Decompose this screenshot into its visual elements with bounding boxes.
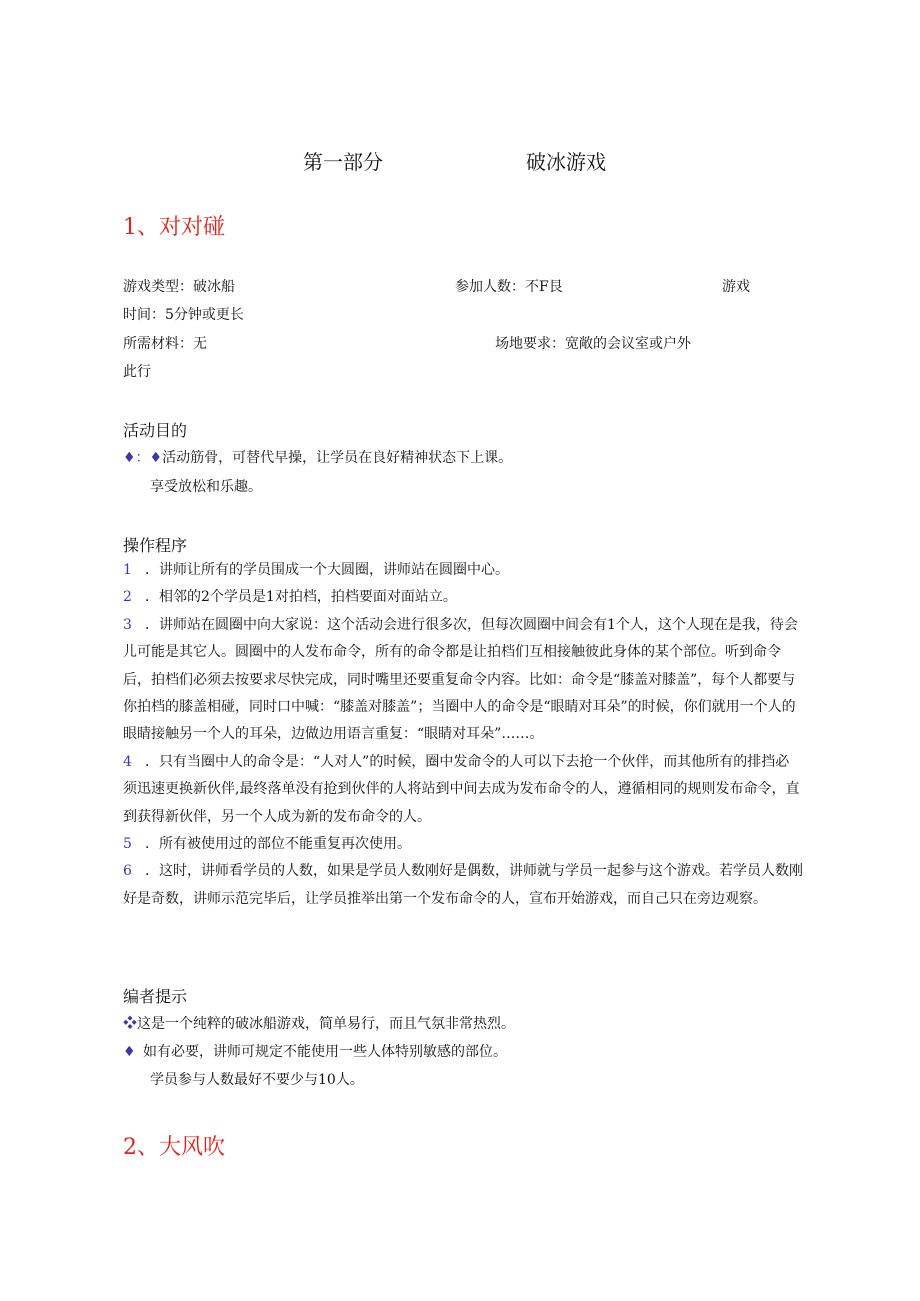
materials: 所需材料：无 <box>123 336 207 352</box>
game-time: 时间：5分钟或更长 <box>123 307 244 323</box>
procedure-step <box>123 557 803 584</box>
procedure-step <box>123 612 803 749</box>
purpose-item-2: 享受放松和乐趣。 <box>150 479 262 495</box>
step-number: 4 <box>123 753 132 770</box>
step-number: 1 <box>123 562 132 578</box>
diamond-bullet-icon: ❖ <box>123 1016 137 1032</box>
section-title-1: 1、对对碰 <box>123 215 225 240</box>
step-number: 2 <box>123 589 132 606</box>
procedure-step <box>123 831 803 858</box>
diamond-bullet-icon: ♦：♦ <box>123 450 163 466</box>
game-type: 游戏类型：破冰船 <box>123 279 235 295</box>
step-text: ．讲师站在圆圈中向大家说：这个活动会进行很多次，但每次圆圈中间会有1个人，这个人现在是我，待会儿可能是其它人。圆圈中的人发布命令，所有的命令都是让拍档们互相接触彼此身体的某个部位。听到命令后，拍档们必须去按要求尽快完成，同时嘴里还要重复命令内容。比如：命令是“膝盖对膝盖”，每个人都要与你拍档的膝盖相碰，同时口中喊：“膝盖对膝盖”；当圈中人的命令是“眼睛对耳朵”的时候，你们就用一个人的眼睛接触另一个人的耳朵，边做边用语言重复：“眼睛对耳朵”……。 <box>123 616 798 743</box>
participant-count: 参加人数：不F艮 <box>455 279 563 295</box>
part-label: 第一部分 <box>303 150 383 174</box>
step-text: ．讲师让所有的学员围成一个大圆圈，讲师站在圆圈中心。 <box>145 562 509 578</box>
game-time-prefix: 游戏 <box>722 279 750 295</box>
step-text: ．只有当圈中人的命令是：“人对人”的时候，圈中发命令的人可以下去抢一个伙伴，而其他所有的排挡必须迅速更换新伙伴,最终落单没有抢到伙伴的人将站到中间去成为发布命令的人，遵循相同的规则发布命令，直到获得新伙伴，另一个人成为新的发布命令的人。 <box>123 753 800 825</box>
tip-item-2 <box>123 1041 507 1061</box>
step-text: ．这时，讲师看学员的人数，如果是学员人数刚好是偶数，讲师就与学员一起参与这个游戏。若学员人数刚好是奇数，讲师示范完毕后，让学员推举出第一个发布命令的人，宣布开始游戏，而自己只在旁边观察。 <box>123 863 803 907</box>
section-title-2: 2、大风吹 <box>123 1135 225 1160</box>
purpose-text-1: 活动筋骨，可替代早操，让学员在良好精神状态下上课。 <box>162 450 513 466</box>
tip-text-1: 这是一个纯粹的破冰船游戏，简单易行，而且气氛非常热烈。 <box>137 1016 515 1032</box>
procedure-step <box>123 749 803 831</box>
tips-heading: 编者提示 <box>123 987 188 1006</box>
step-number: 6 <box>123 863 132 880</box>
procedure-heading: 操作程序 <box>123 536 188 555</box>
tip-text-2: 如有必要，讲师可规定不能使用一些人体特别敏感的部位。 <box>143 1044 507 1060</box>
purpose-item-1 <box>123 447 512 467</box>
diamond-bullet-icon: ♦ <box>123 1044 136 1060</box>
part-title: 破冰游戏 <box>526 150 606 174</box>
tip-item-3: 学员参与人数最好不要少与10人。 <box>150 1072 364 1088</box>
step-text: ．相邻的2个学员是1对拍档，拍档要面对面站立。 <box>145 589 457 606</box>
venue-extra: 此行 <box>123 364 151 380</box>
tip-item-1 <box>123 1013 515 1033</box>
procedure-list <box>123 557 803 913</box>
venue-requirement: 场地要求：宽敞的会议室或户外 <box>495 336 691 352</box>
step-text: ．所有被使用过的部位不能重复再次使用。 <box>145 836 411 853</box>
step-number: 3 <box>123 616 132 633</box>
purpose-heading: 活动目的 <box>123 421 188 440</box>
procedure-step <box>123 584 803 611</box>
procedure-step <box>123 858 803 913</box>
step-number: 5 <box>123 836 132 853</box>
